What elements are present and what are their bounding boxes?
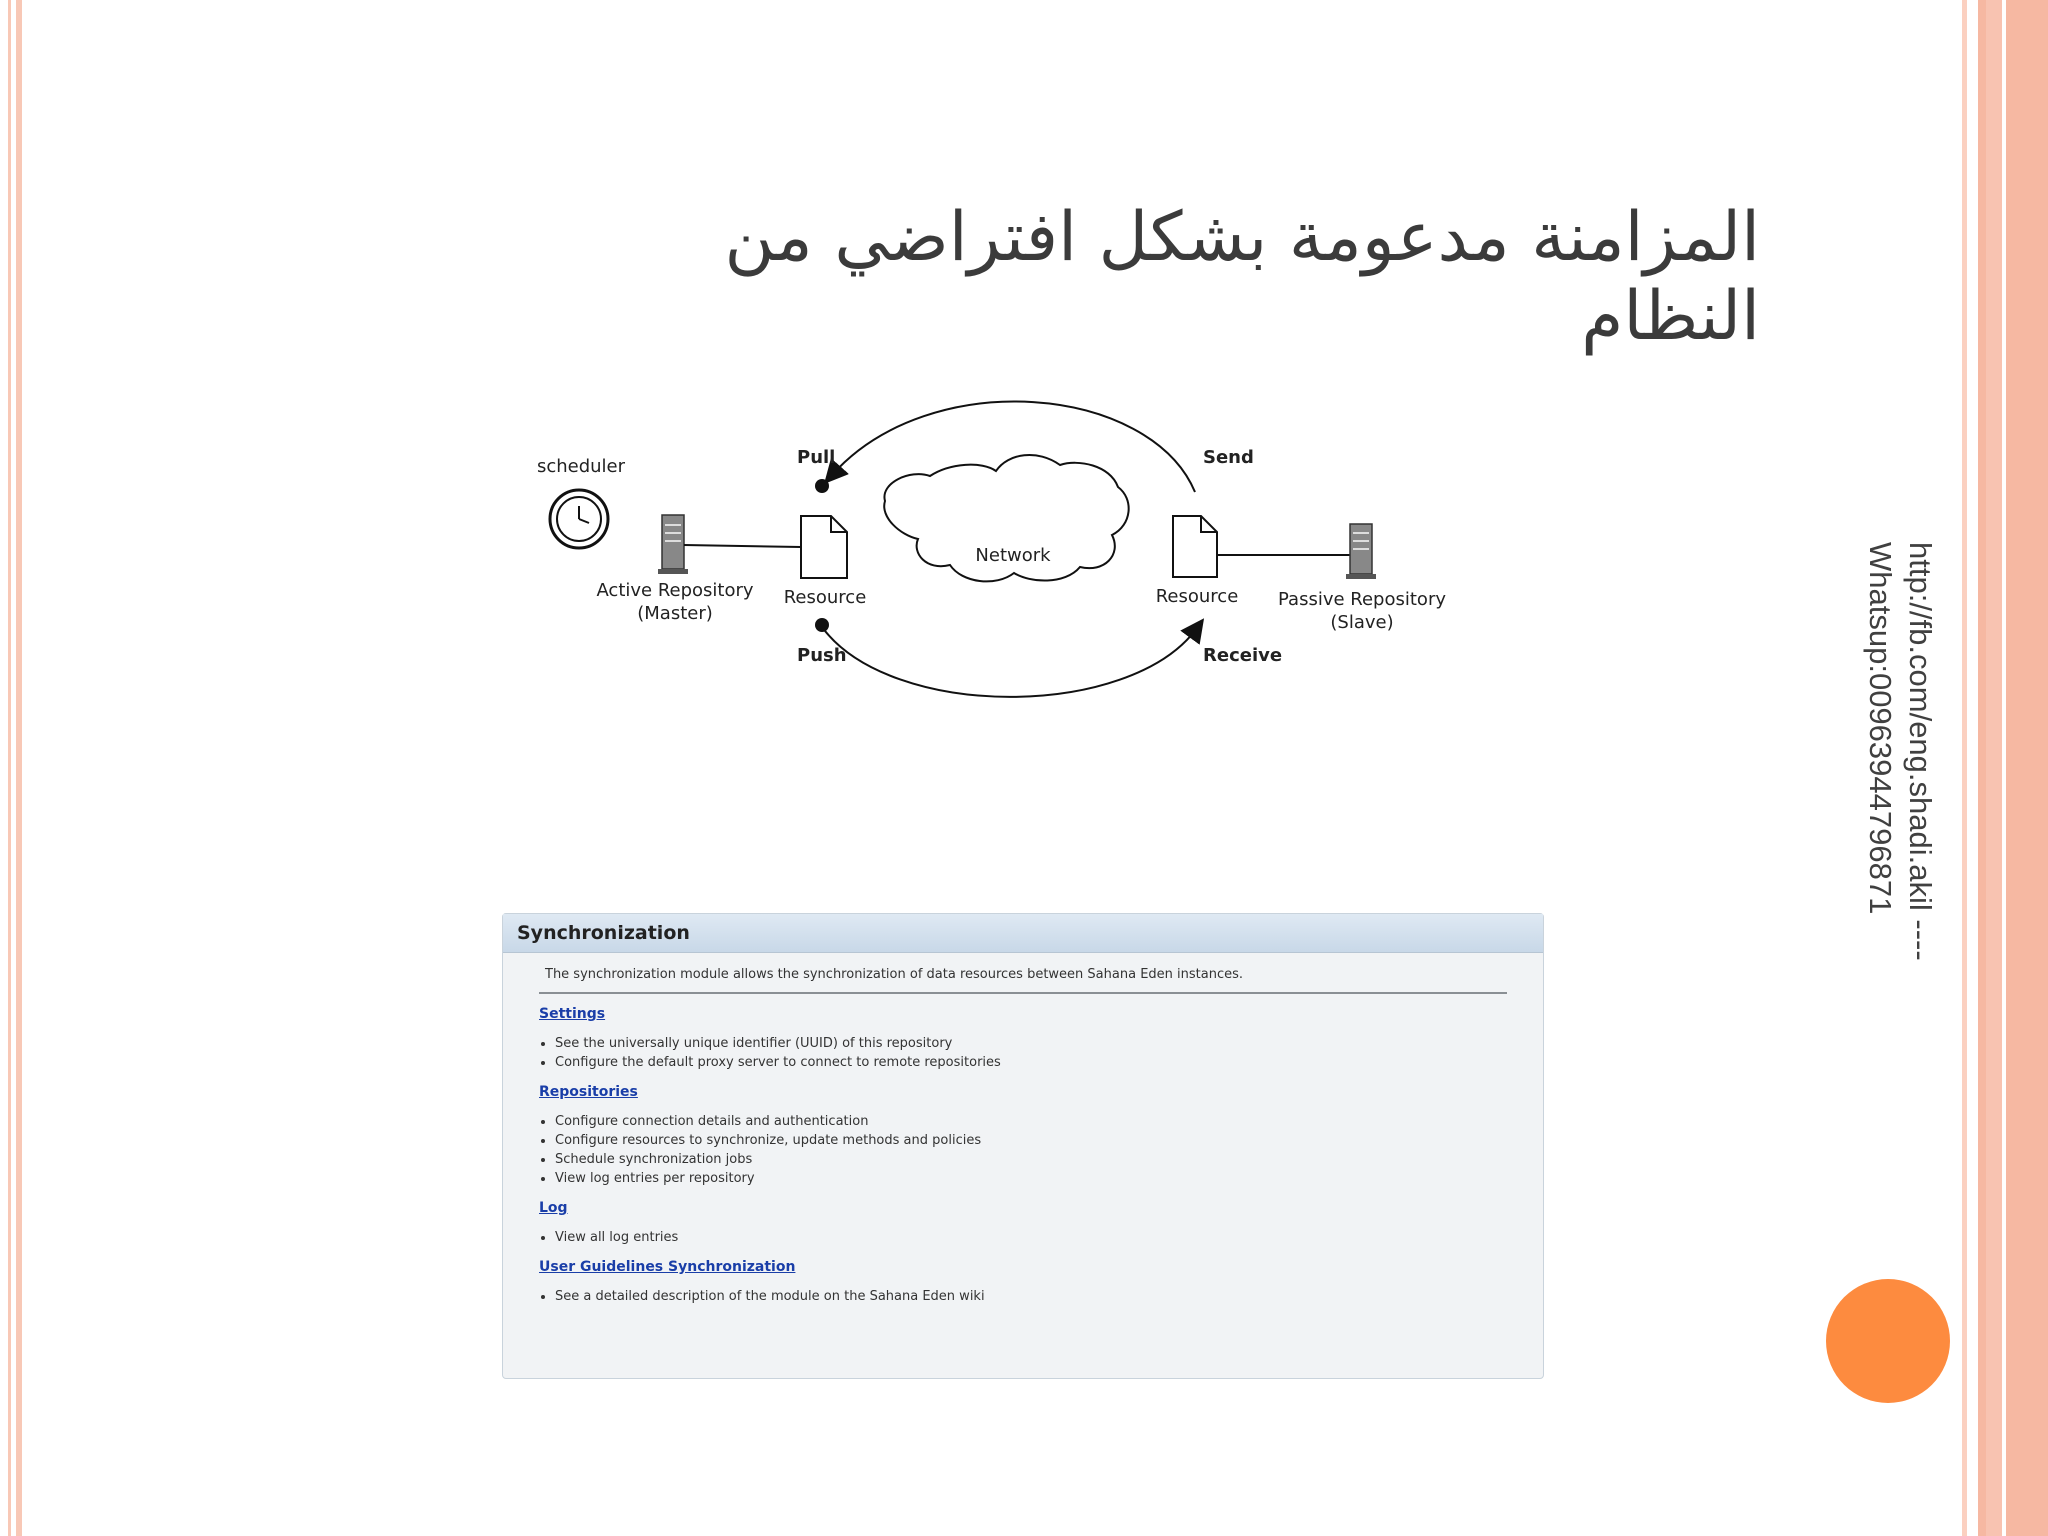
- passive-repo-sublabel: (Slave): [1330, 612, 1394, 633]
- active-repo-label: Active Repository: [596, 580, 754, 601]
- slide-title: المزامنة مدعومة بشكل افتراضي من النظام: [724, 198, 1760, 356]
- list-item: • Configure connection details and authentication: [555, 1112, 1507, 1131]
- contact-facebook: http://fb.com/eng.shadi.akil ----: [1903, 542, 1938, 961]
- resource-left-label: Resource: [783, 587, 867, 608]
- network-label: Network: [975, 545, 1051, 566]
- contact-whatsup: Whatsup:00963944796871: [1863, 542, 1898, 915]
- list-item: • Schedule synchronization jobs: [555, 1150, 1507, 1169]
- scheduler-label: scheduler: [536, 456, 626, 477]
- active-link-line: [684, 545, 801, 547]
- pull-label: Pull: [797, 447, 836, 468]
- repositories-link[interactable]: Repositories: [539, 1084, 638, 1100]
- repositories-list: [539, 1112, 1507, 1188]
- settings-list: [539, 1034, 1507, 1072]
- user-guidelines-list: [539, 1287, 1507, 1306]
- send-label: Send: [1203, 447, 1254, 468]
- active-repo-sublabel: (Master): [637, 603, 713, 624]
- list-item: • Configure resources to synchronize, update methods and policies: [555, 1131, 1507, 1150]
- contact-side-text: [1863, 542, 1940, 1002]
- server-icon-active: [658, 515, 688, 574]
- panel-intro: The synchronization module allows the synchronization of data resources between Sahana Eden instances.: [539, 967, 1507, 994]
- list-item: • Configure the default proxy server to connect to remote repositories: [555, 1053, 1507, 1072]
- right-decorative-border: [1962, 0, 2048, 1536]
- log-link[interactable]: Log: [539, 1200, 568, 1216]
- user-guidelines-link[interactable]: User Guidelines Synchronization: [539, 1259, 796, 1275]
- push-dot: [815, 618, 829, 632]
- synchronization-panel: [502, 913, 1544, 1379]
- resource-right-label: Resource: [1155, 586, 1239, 607]
- panel-header: Synchronization: [503, 914, 1543, 953]
- sync-diagram: [520, 375, 1480, 735]
- pull-dot: [815, 479, 829, 493]
- list-item: • View log entries per repository: [555, 1169, 1507, 1188]
- receive-arrow: [822, 627, 1197, 697]
- orange-circle-decoration: [1826, 1279, 1950, 1403]
- passive-repo-label: Passive Repository: [1278, 589, 1446, 610]
- list-item: • See a detailed description of the module on the Sahana Eden wiki: [555, 1287, 1507, 1306]
- document-icon-left: [801, 516, 847, 578]
- push-label: Push: [797, 645, 847, 666]
- receive-label: Receive: [1203, 645, 1283, 666]
- settings-link[interactable]: Settings: [539, 1006, 606, 1022]
- left-decorative-border: [8, 0, 22, 1536]
- list-item: • See the universally unique identifier (UUID) of this repository: [555, 1034, 1507, 1053]
- document-icon-right: [1173, 516, 1217, 577]
- panel-body: [503, 953, 1543, 1306]
- server-icon-passive: [1346, 524, 1376, 579]
- list-item: • View all log entries: [555, 1228, 1507, 1247]
- log-list: [539, 1228, 1507, 1247]
